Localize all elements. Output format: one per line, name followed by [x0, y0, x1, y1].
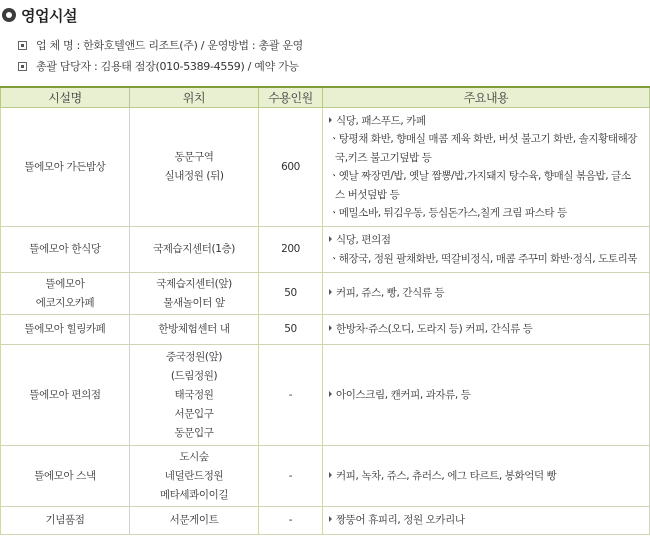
main-content-text: 짱뚱어 휴피리, 정원 오카리나 — [336, 514, 465, 527]
triangle-bullet-icon — [329, 472, 332, 478]
menu-detail-text: 스 버섯덮밥 등 — [335, 188, 400, 201]
main-content-text: 식당, 패스푸드, 카페 — [336, 114, 426, 127]
facility-name-text: 뜰에모아 — [45, 277, 85, 290]
header-facility-name: 시설명 — [1, 87, 130, 108]
main-content-cell — [323, 315, 650, 345]
facility-name-cell — [1, 345, 130, 446]
info-line-manager — [18, 58, 299, 74]
square-bullet-icon — [18, 41, 27, 50]
menu-detail-text: ㆍ메밀소바, 튀김우동, 등심돈가스,칠게 크림 파스타 등 — [329, 207, 567, 219]
facility-name-text: 뜰에모아 편의점 — [29, 388, 101, 401]
facility-name-text: 뜰에모아 가든밤상 — [24, 160, 106, 173]
main-content-cell — [323, 446, 650, 507]
main-content-line — [329, 231, 645, 250]
capacity-cell: - — [259, 446, 323, 507]
main-content-line — [329, 320, 645, 339]
location-cell — [130, 507, 259, 535]
capacity-cell: 200 — [259, 227, 323, 273]
facility-name-cell — [1, 446, 130, 507]
location-cell — [130, 227, 259, 273]
main-content-text: 커피, 쥬스, 빵, 간식류 등 — [336, 287, 445, 300]
location-text: 네덜란드정원 — [164, 469, 224, 482]
table-header-row — [1, 87, 650, 108]
triangle-bullet-icon — [329, 325, 332, 331]
menu-detail-text: 국,키즈 불고기덮밥 등 — [335, 151, 432, 164]
location-cell — [130, 273, 259, 315]
main-content-line — [329, 511, 645, 530]
info-line-text: 업 체 명 : 한화호텔앤드 리조트(주) / 운영방법 : 총괄 운영 — [36, 39, 304, 52]
location-cell — [130, 315, 259, 345]
location-text: 물새놀이터 앞 — [163, 296, 225, 309]
menu-detail-text: ㆍ해장국, 정원 팔채화반, 떡갈비정식, 매콤 주꾸미 화반·정식, 도토리묵 — [329, 252, 638, 265]
main-content-cell — [323, 273, 650, 315]
main-content-line — [329, 386, 645, 405]
table-row — [1, 446, 650, 507]
location-text: 중국정원(앞) — [165, 350, 223, 363]
table-row — [1, 345, 650, 446]
triangle-bullet-icon — [329, 289, 332, 295]
capacity-cell: 600 — [259, 108, 323, 227]
location-text: 서문게이트 — [169, 514, 219, 526]
table-row — [1, 108, 650, 227]
table-row — [1, 273, 650, 315]
triangle-bullet-icon — [329, 391, 332, 397]
location-text: 태국정원 — [174, 388, 214, 401]
main-content-text: 아이스크림, 캔커피, 과자류, 등 — [336, 388, 471, 401]
main-content-cell — [323, 227, 650, 273]
facility-name-text: 뜰에모아 한식당 — [29, 243, 101, 255]
location-text: 서문입구 — [174, 407, 214, 420]
info-line-text: 총괄 담당자 : 김용태 점장(010-5389-4559) / 예약 가능 — [36, 60, 299, 73]
capacity-cell: - — [259, 507, 323, 535]
main-content-text: 커피, 녹차, 쥬스, 츄러스, 에그 타르트, 봉화억덕 빵 — [336, 469, 557, 482]
location-text: (드림정원) — [170, 369, 218, 382]
table-row — [1, 507, 650, 535]
facility-name-cell — [1, 507, 130, 535]
circle-bullet-icon — [2, 8, 16, 22]
square-bullet-icon — [18, 62, 27, 71]
location-text: 도시숲 — [179, 450, 209, 463]
capacity-cell: 50 — [259, 315, 323, 345]
location-cell — [130, 345, 259, 446]
location-text: 실내정원 (뒤) — [164, 170, 224, 182]
location-text: 동문입구 — [174, 426, 214, 439]
header-location: 위치 — [130, 87, 259, 108]
main-content-line — [329, 467, 645, 486]
location-text: 국제습지센터(1층) — [153, 243, 235, 255]
location-text: 메타세콰이이길 — [159, 488, 229, 501]
main-content-cell — [323, 108, 650, 227]
header-main-content: 주요내용 — [323, 87, 650, 108]
location-cell — [130, 446, 259, 507]
main-content-line — [329, 284, 645, 303]
triangle-bullet-icon — [329, 236, 332, 242]
facility-name-cell — [1, 273, 130, 315]
capacity-cell: 50 — [259, 273, 323, 315]
main-content-cell — [323, 345, 650, 446]
info-line-company — [18, 37, 303, 53]
facility-name-cell — [1, 315, 130, 345]
section-title-text: 영업시설 — [21, 6, 77, 25]
facility-name-text: 에코지오카페 — [35, 296, 95, 309]
facility-name-text: 기념품점 — [45, 514, 85, 526]
triangle-bullet-icon — [329, 516, 332, 522]
facility-name-text: 뜰에모아 스낵 — [34, 469, 96, 482]
facilities-table — [0, 86, 650, 535]
main-content-line — [329, 112, 645, 131]
table-row — [1, 227, 650, 273]
location-text: 한방체험센터 내 — [158, 323, 230, 335]
main-content-text: 식당, 편의점 — [336, 234, 391, 246]
location-text: 동문구역 — [174, 151, 214, 163]
table-row — [1, 315, 650, 345]
location-text: 국제습지센터(앞) — [156, 277, 232, 290]
section-title — [2, 4, 77, 26]
main-content-cell — [323, 507, 650, 535]
capacity-cell: - — [259, 345, 323, 446]
facility-name-cell — [1, 227, 130, 273]
menu-detail-text: ㆍ탕평채 화반, 향매실 매콤 제육 화반, 버섯 불고기 화반, 솔지황태해장 — [329, 133, 638, 145]
location-cell — [130, 108, 259, 227]
header-capacity: 수용인원 — [259, 87, 323, 108]
main-content-text: 한방차·쥬스(오디, 도라지 등) 커피, 간식류 등 — [336, 323, 533, 336]
facility-name-cell — [1, 108, 130, 227]
triangle-bullet-icon — [329, 117, 332, 123]
facility-name-text: 뜰에모아 힐링카페 — [24, 323, 106, 335]
menu-detail-text: ㆍ옛날 짜장면/밥, 옛날 짬뽕/밥,가지돼지 탕수육, 향매실 볶음밥, 글소 — [329, 170, 631, 182]
